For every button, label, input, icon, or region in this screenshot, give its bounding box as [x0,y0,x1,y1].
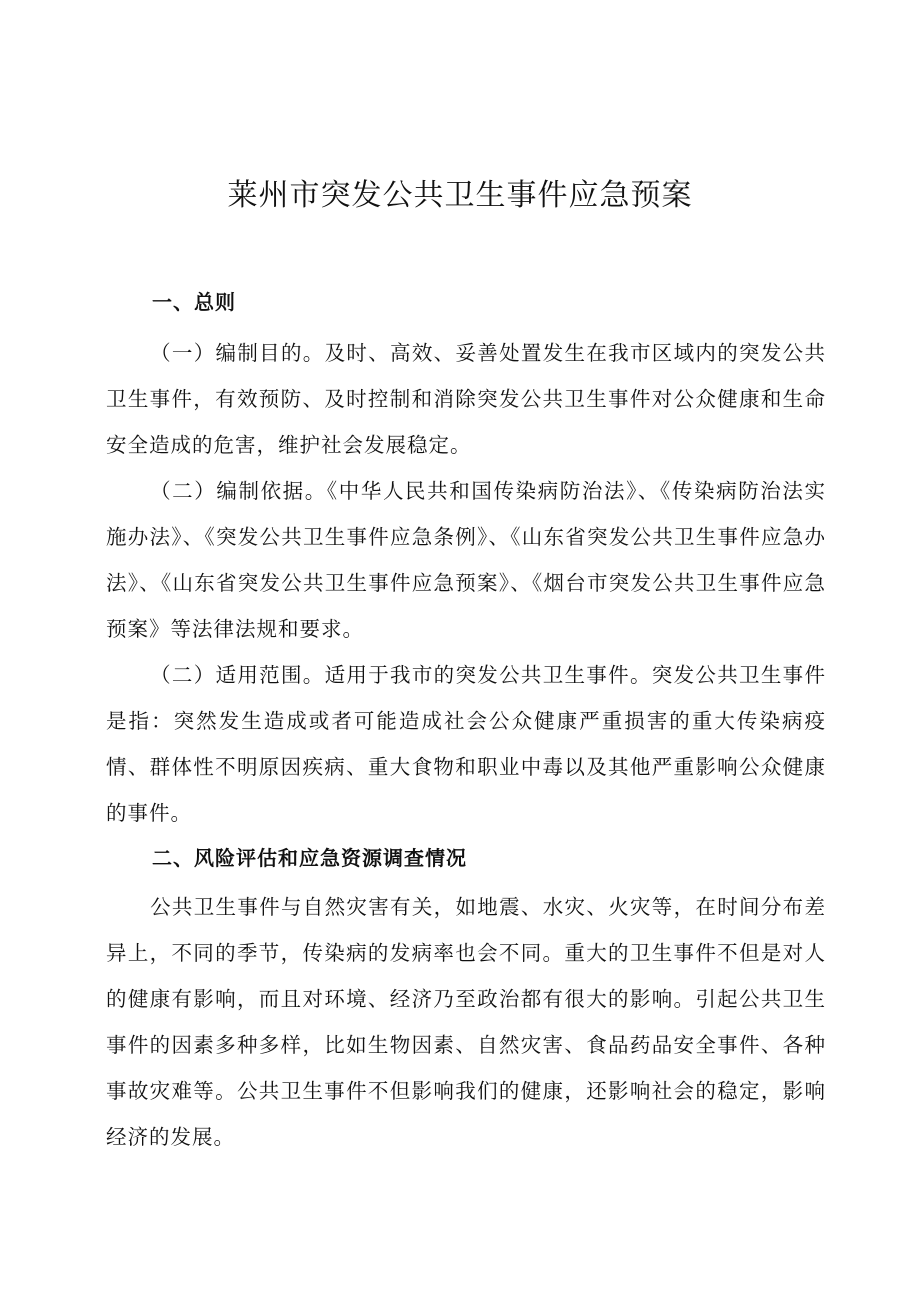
paragraph-purpose: （一）编制目的。及时、高效、妥善处置发生在我市区域内的突发公共卫生事件，有效预防、及时控制和消除突发公共卫生事件对公众健康和生命安全造成的危害，维护社会发展稳定。 [106,341,826,457]
document-body [106,282,826,1160]
section-heading-general: 一、总则 [152,290,236,314]
paragraph-scope: （二）适用范围。适用于我市的突发公共卫生事件。突发公共卫生事件是指：突然发生造成或者可能造成社会公众健康严重损害的重大传染病疫情、群体性不明原因疾病、重大食物和职业中毒以及其他严重影响公众健康的事件。 [106,663,826,825]
paragraph-basis: （二）编制依据。《中华人民共和国传染病防治法》、《传染病防治法实施办法》、《突发公共卫生事件应急条例》、《山东省突发公共卫生事件应急办法》、《山东省突发公共卫生事件应急预案》、《烟台市突发公共卫生事件应急预案》等法律法规和要求。 [106,479,826,641]
paragraph-risk-assessment: 公共卫生事件与自然灾害有关，如地震、水灾、火灾等，在时间分布差异上，不同的季节，传染病的发病率也会不同。重大的卫生事件不但是对人的健康有影响，而且对环境、经济乃至政治都有很大的影响。引起公共卫生事件的因素多种多样，比如生物因素、自然灾害、食品药品安全事件、各种事故灾难等。公共卫生事件不但影响我们的健康，还影响社会的稳定，影响经济的发展。 [106,895,826,1149]
document-title: 莱州市突发公共卫生事件应急预案 [227,178,693,213]
section-heading-risk-assessment: 二、风险评估和应急资源调查情况 [152,846,467,870]
